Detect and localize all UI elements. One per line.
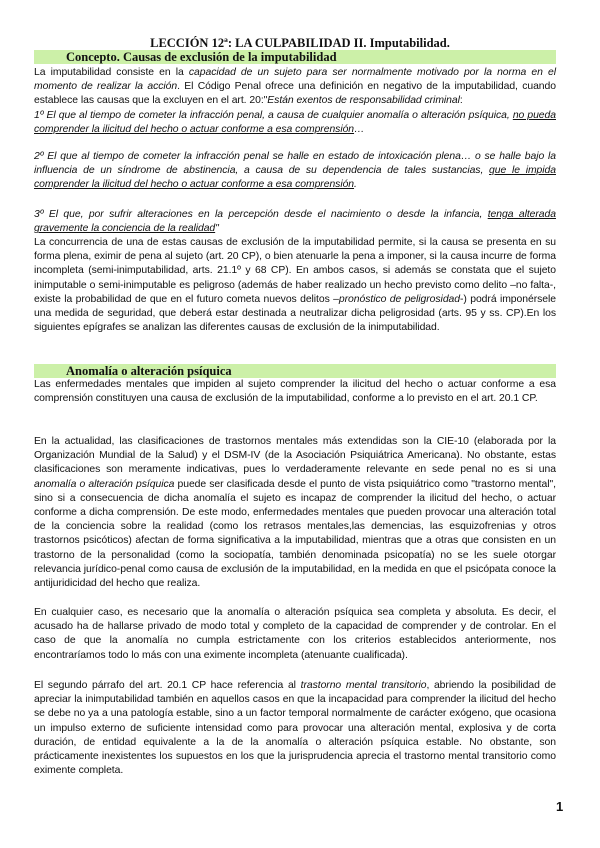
document-title: LECCIÓN 12ª: LA CULPABILIDAD II. Imputabilidad. — [150, 36, 450, 50]
page-number: 1 — [556, 799, 564, 814]
quote-cause-1: 1º El que al tiempo de cometer la infracción penal, a causa de cualquier anomalía o alteración psíquica, no pueda comprender la ilicitud del hecho o actuar conforme a esa comprensión… — [34, 110, 556, 136]
section-heading-concepto: Concepto. Causas de exclusión de la imputabilidad — [34, 50, 556, 64]
paragraph-enfermedades-mentales: Las enfermedades mentales que impiden al sujeto comprender la ilicitud del hecho o actuar conforme a esa comprensión constituyen una causa de exclusión de la imputabilidad, conforme a lo previsto en el art. 20.1 CP. — [34, 379, 556, 405]
paragraph-imputabilidad-definicion: La imputabilidad consiste en la capacidad de un sujeto para ser normalmente motivado por la norma en el momento de realizar la acción. El Código Penal ofrece una definición en negativo de la imputabilidad, cuando establece las causas que la excluyen en el art. 20:"Están exentos de responsabilidad criminal: — [34, 67, 556, 107]
paragraph-completa-absoluta: En cualquier caso, es necesario que la anomalía o alteración psíquica sea completa y absoluta. Es decir, el acusado ha de hallarse privado de modo total y completo de la capacidad de comprender y de controlar. En el caso de que la anomalía no cumpla estrictamente con los criterios establecidos anteriormente, nos encontraríamos todo lo más con una eximente incompleta (atenuante cualificada). — [34, 607, 556, 661]
section-heading-anomalia: Anomalía o alteración psíquica — [34, 364, 556, 378]
quote-cause-2: 2º El que al tiempo de cometer la infracción penal se halle en estado de intoxicación plena… o se halle bajo la influencia de un síndrome de abstinencia, a causa de su dependencia de tales sustancias, que le impida comprender la ilicitud del hecho o actuar conforme a esa comprensión. — [34, 151, 556, 191]
quote-cause-3: 3º El que, por sufrir alteraciones en la percepción desde el nacimiento o desde la infancia, tenga alterada gravemente la conciencia de la realidad" — [34, 209, 556, 235]
paragraph-trastorno-transitorio: El segundo párrafo del art. 20.1 CP hace referencia al trastorno mental transitorio, abriendo la posibilidad de apreciar la inimputabilidad también en aquellos casos en que la incapacidad para comprender la ilicitud del hecho se debe no ya a una patología estable, sino a un factor temporal normalmente de carácter exógeno, que ocasiona un impulso externo de suficiente intensidad como para provocar una alteración mental, explosiva y de corta duración, de entidad equivalente a la de la anomalía o alteración psíquica estable. No obstante, son prácticamente inexistentes los supuestos en los que la jurisprudencia aprecia el trastorno mental transitorio como eximente completa. — [34, 680, 556, 777]
paragraph-clasificaciones: En la actualidad, las clasificaciones de trastornos mentales más extendidas son la CIE-10 (elaborada por la Organización Mundial de la Salud) y el DSM-IV (de la Asociación Psiquiátrica Americana). No obstante, estas clasificaciones son meramente indicativas, pues lo verdaderamente relevante en sede penal no es si una anomalía o alteración psíquica puede ser clasificada desde el punto de vista psiquiátrico como "trastorno mental", sino si a consecuencia de dicha anomalía el sujeto es incapaz de comprender la ilicitud del hecho, o actuar conforme a dicha comprensión. De este modo, enfermedades mentales que pueden provocar una alteración total de la conciencia sobre la realidad (como los retrasos mentales,las demencias, las esquizofrenias y otros trastornos psicóticos) afectan de forma significativa a la imputabilidad, mientras que a otras que consisten en un trastorno de la personalidad (como la sociopatía, también denominada psicopatía) no se les suele otorgar relevancia jurídico-penal como causa de exclusión de la imputabilidad, en la medida en que el psicópata conoce la antijuridicidad del hecho que realiza. — [34, 436, 556, 590]
paragraph-concurrencia-causas: La concurrencia de una de estas causas de exclusión de la imputabilidad permite, si la causa se presenta en su forma plena, eximir de pena al sujeto (art. 20 CP), o bien atenuarle la pena a imponer, si la causa incurre de forma incompleta (semi-inimputabilidad, arts. 21.1º y 68 CP). En ambos casos, si además se constata que el sujeto inimputable o semi-inimputable es peligroso (además de haber realizado un hecho previsto como delito –no falta-, existe la probabilidad de que en el futuro cometa nuevos delitos –pronóstico de peligrosidad-) podrá imponérsele una medida de seguridad, que deberá estar destinada a neutralizar dicha peligrosidad (arts. 95 y ss. CP).En los siguientes epígrafes se analizan las diferentes causas de exclusión de la inimputabilidad. — [34, 237, 556, 334]
